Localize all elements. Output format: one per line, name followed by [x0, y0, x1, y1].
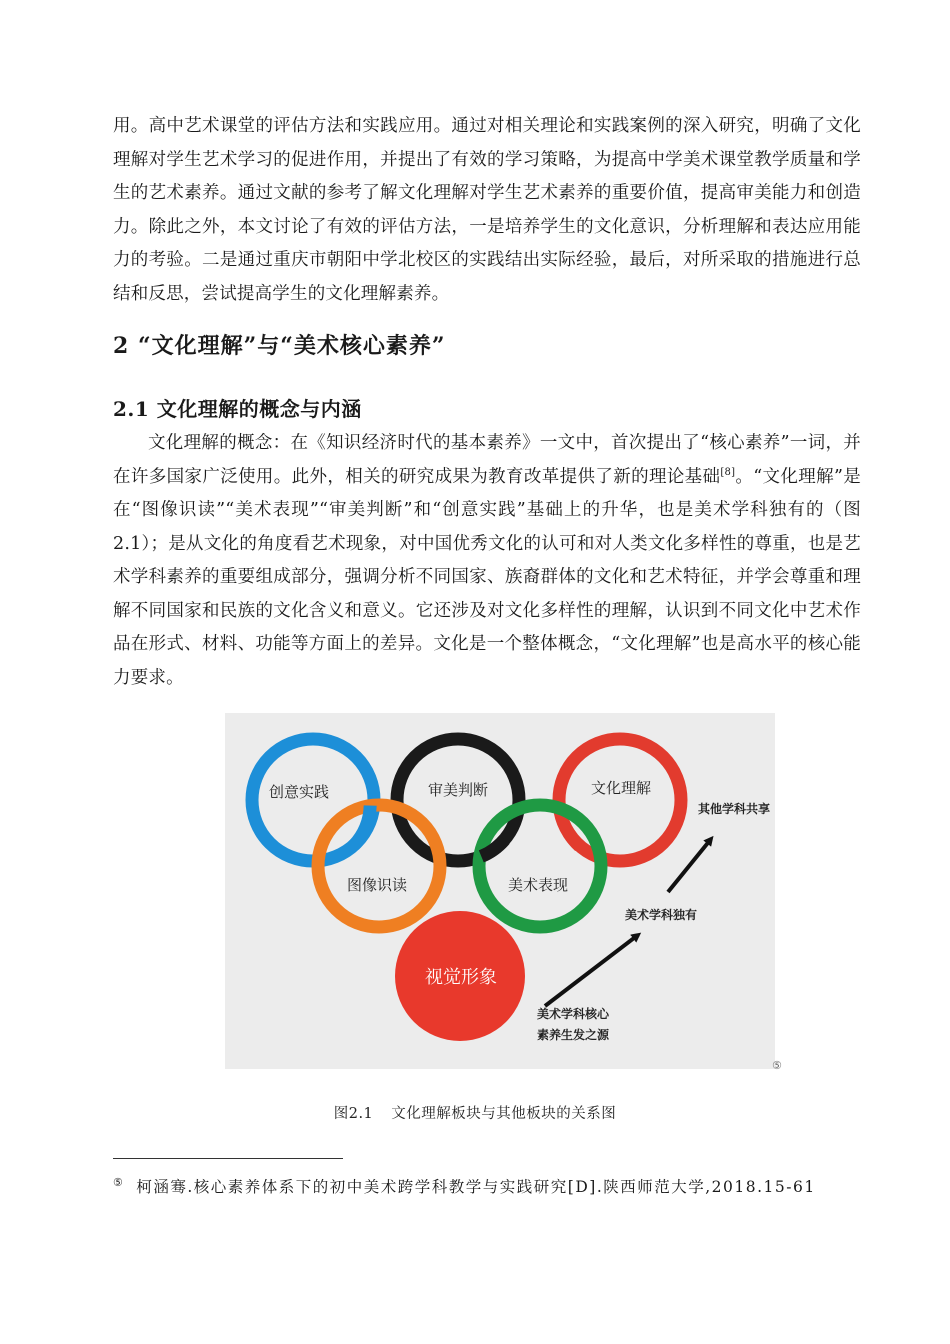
note-source-line-1: 美术学科核心	[537, 1007, 610, 1021]
label-cultural-understanding: 文化理解	[590, 779, 652, 797]
paragraph-2-text-a: 文化理解的概念：在《知识经济时代的基本素养》一文中，首次提出了“核心素养”一词，并在许多国家广泛使用。此外，相关的研究成果为教育改革提供了新的理论基础	[113, 433, 861, 487]
label-aesthetic-judgment: 审美判断	[427, 781, 489, 799]
label-visual-image: 视觉形象	[425, 967, 497, 988]
section-heading: 2 “文化理解”与“美术核心素养”	[113, 333, 446, 359]
figure-caption-text: 文化理解板块与其他板块的关系图	[391, 1106, 617, 1122]
ring-orange	[318, 805, 440, 927]
rings-diagram-svg	[225, 713, 775, 1069]
arrow-upper	[668, 839, 711, 892]
label-image-reading: 图像识读	[346, 876, 408, 894]
figure-number: 图2.1	[333, 1106, 374, 1122]
figure-caption	[0, 1102, 950, 1123]
paragraph-2-text-b: 。“文化理解”是在“图像识读”“美术表现”“审美判断”和“创意实践”基础上的升华，也是美术学科独有的（图2.1）；是从文化的角度看艺术现象，对中国优秀文化的认可和对人类文化多样性的尊重，也是艺术学科素养的重要组成部分，强调分析不同国家、族裔群体的文化和艺术特征，并学会尊重和理解不同国家和民族的文化含义和意义。它还涉及对文化多样性的理解，认识到不同文化中艺术作品在形式、材料、功能等方面上的差异。文化是一个整体概念，“文化理解”也是高水平的核心能力要求。	[113, 466, 861, 688]
footnote-marker: ⑤	[113, 1176, 125, 1189]
footnote-divider	[113, 1158, 343, 1159]
subsection-heading: 2.1 文化理解的概念与内涵	[113, 397, 362, 421]
note-art-unique: 美术学科独有	[625, 908, 698, 922]
label-art-expression: 美术表现	[507, 876, 569, 894]
figure-source-marker: ⑤	[772, 1059, 782, 1072]
note-source-line-2: 素养生发之源	[537, 1028, 610, 1042]
note-other-disciplines-shared: 其他学科共享	[698, 802, 771, 816]
footnote-text: 柯涵骞.核心素养体系下的初中美术跨学科教学与实践研究[D].陕西师范大学,2018.15-61	[136, 1178, 816, 1197]
arrow-lower	[545, 935, 638, 1006]
ring-green	[479, 805, 601, 927]
ring-red-overlap	[569, 833, 580, 846]
citation-reference[interactable]: [8]	[720, 466, 736, 478]
body-paragraph-2	[113, 427, 861, 695]
figure-rings-diagram	[225, 713, 782, 1072]
body-paragraph-1: 用。高中艺术课堂的评估方法和实践应用。通过对相关理论和实践案例的深入研究，明确了文化理解对学生艺术学习的促进作用，并提出了有效的学习策略，为提高中学美术课堂教学质量和学生的艺术素养。通过文献的参考了解文化理解对学生艺术素养的重要价值，提高审美能力和创造力。除此之外，本文讨论了有效的评估方法，一是培养学生的文化意识，分析理解和表达应用能力的考验。二是通过重庆市朝阳中学北校区的实践结出实际经验，最后，对所采取的措施进行总结和反思，尝试提高学生的文化理解素养。	[113, 116, 861, 304]
footnote	[113, 1166, 861, 1204]
label-creative-practice: 创意实践	[268, 783, 330, 801]
